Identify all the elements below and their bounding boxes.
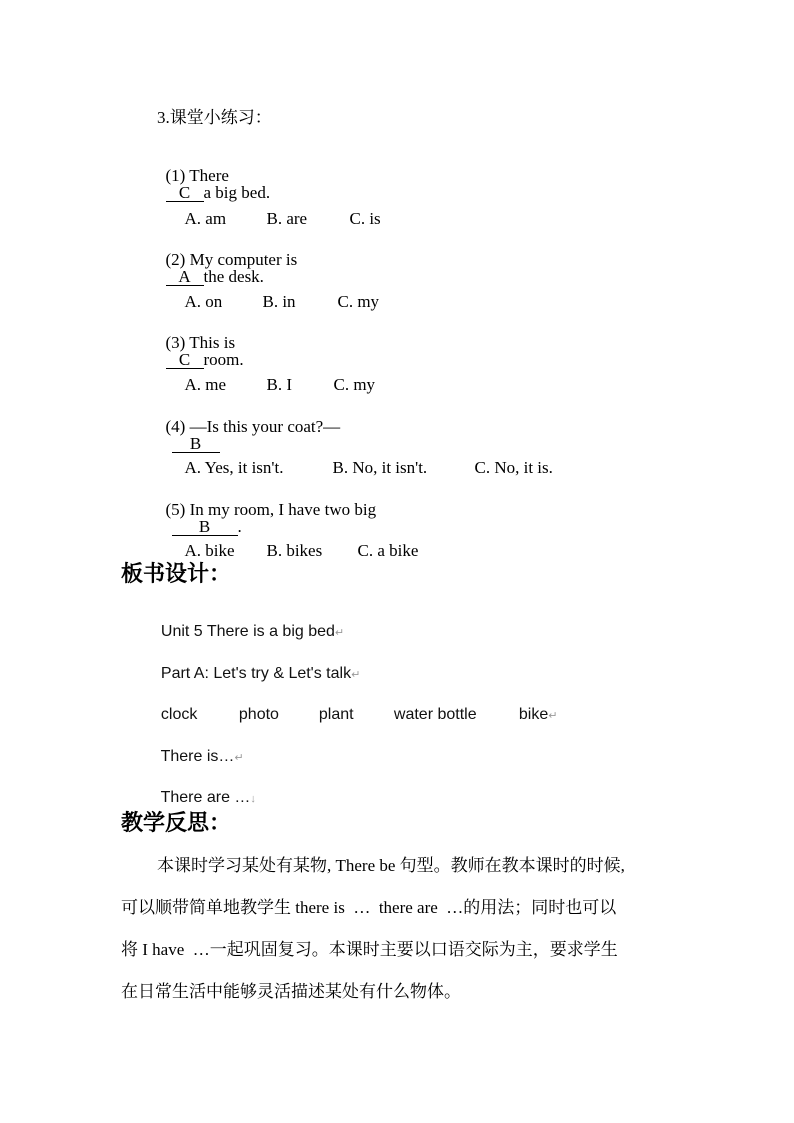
board-there-is <box>152 733 244 765</box>
word-clock: clock <box>160 706 198 723</box>
word-bike: bike <box>518 706 549 723</box>
reflection-line-1: 本课时学习某处有某物, There be 句型。教师在教本课时的时候, <box>157 856 625 875</box>
option-2c: C. my <box>337 292 380 311</box>
question-2-answer: A <box>166 268 204 286</box>
there-are-text: There are … <box>160 789 251 806</box>
board-line-part <box>152 650 360 682</box>
board-words <box>152 691 557 723</box>
option-4c: C. No, it is. <box>474 458 553 477</box>
option-3a: A. me <box>184 375 227 394</box>
question-1-suffix: a big bed. <box>203 183 271 202</box>
paragraph-mark: ↵ <box>548 710 558 722</box>
option-3b: B. I <box>266 375 292 394</box>
question-5-answer: B <box>172 518 238 536</box>
option-4a: A. Yes, it isn't. <box>184 458 284 477</box>
option-5c: C. a bike <box>357 541 419 560</box>
line-break-mark: ↓ <box>250 793 256 805</box>
question-3-suffix: room. <box>203 350 244 369</box>
question-2-options <box>176 276 379 310</box>
board-part-text: Part A: Let's try & Let's talk <box>160 665 352 682</box>
question-2-prefix: (2) My computer is <box>165 250 298 269</box>
option-1a: A. am <box>184 209 227 228</box>
option-3c: C. my <box>333 375 376 394</box>
board-line-unit <box>152 608 344 640</box>
question-1-options <box>176 193 381 227</box>
reflection-line-4: 在日常生活中能够灵活描述某处有什么物体。 <box>121 982 461 1001</box>
option-4b: B. No, it isn't. <box>332 458 428 477</box>
question-3-answer: C <box>166 351 204 369</box>
question-1-answer: C <box>166 184 204 202</box>
word-plant: plant <box>318 706 354 723</box>
board-unit-text: Unit 5 There is a big bed <box>160 623 335 640</box>
question-3-options <box>176 359 375 393</box>
question-5-suffix: . <box>237 517 242 536</box>
question-5-prefix: (5) In my room, I have two big <box>165 500 377 519</box>
question-3-prefix: (3) This is <box>165 333 236 352</box>
reflection-heading: 教学反思： <box>121 811 232 836</box>
reflection-line-3: 将 I have …一起巩固复习。本课时主要以口语交际为主，要求学生 <box>121 940 618 959</box>
question-4-answer: B <box>172 435 220 453</box>
question-2-suffix: the desk. <box>203 267 264 286</box>
paragraph-mark: ↵ <box>334 627 345 639</box>
option-1c: C. is <box>349 209 381 228</box>
option-1b: B. are <box>266 209 308 228</box>
reflection-line-2: 可以顺带简单地教学生 there is … there are …的用法；同时也可以 <box>121 898 617 917</box>
exercise-title: 3.课堂小练习： <box>157 108 272 127</box>
question-4-prefix: (4) —Is this your coat?— <box>165 417 341 436</box>
word-water-bottle: water bottle <box>393 706 477 723</box>
paragraph-mark: ↵ <box>351 669 361 681</box>
paragraph-mark: ↵ <box>234 752 244 764</box>
option-2a: A. on <box>184 292 223 311</box>
option-5b: B. bikes <box>266 541 323 560</box>
question-1-prefix: (1) There <box>165 166 229 185</box>
there-is-text: There is… <box>160 748 235 765</box>
option-2b: B. in <box>262 292 296 311</box>
word-photo: photo <box>238 706 279 723</box>
question-4-options <box>176 442 553 476</box>
board-heading: 板书设计： <box>121 562 232 587</box>
option-5a: A. bike <box>184 541 235 560</box>
board-there-are <box>152 774 256 806</box>
question-5-options <box>176 525 418 559</box>
